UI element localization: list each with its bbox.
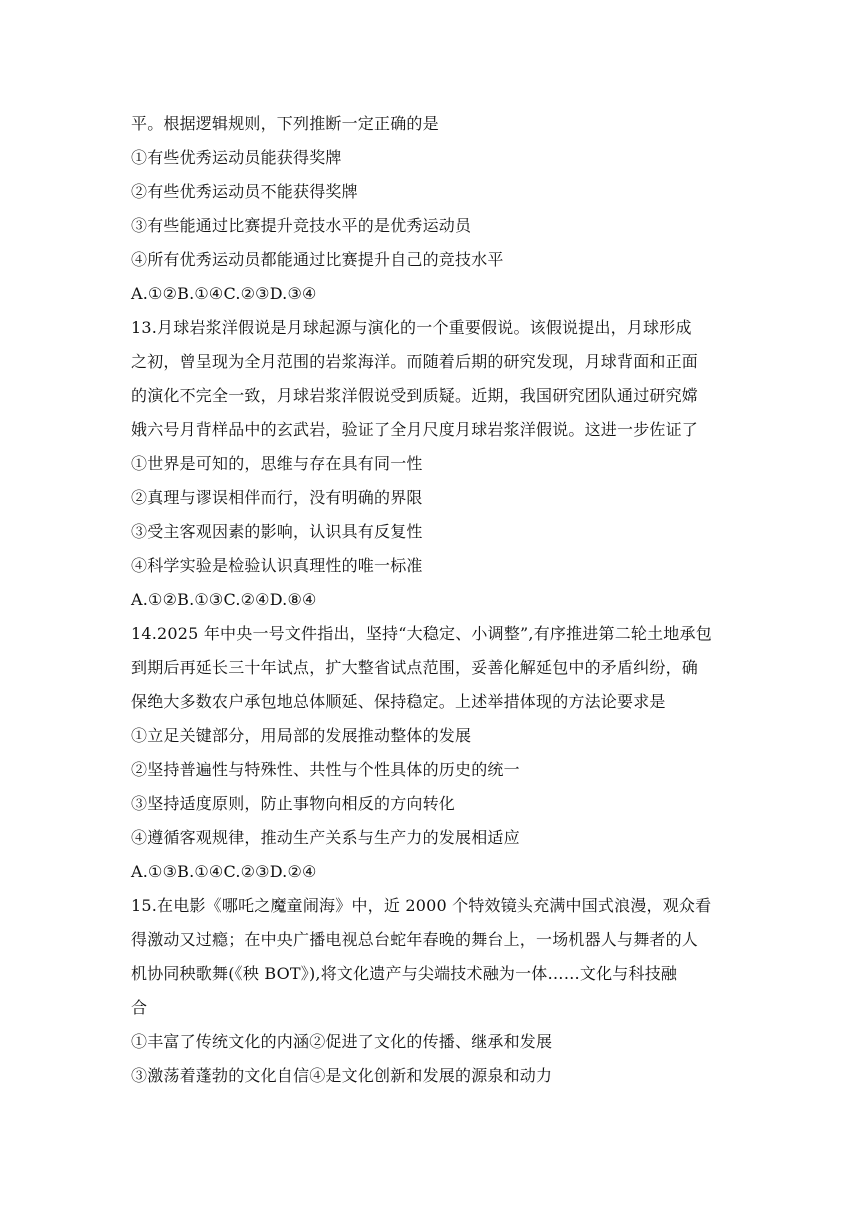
text-line: ③受主客观因素的影响，认识具有反复性 [131, 522, 423, 541]
text-line: 得激动又过瘾；在中央广播电视总台蛇年春晚的舞台上，一场机器人与舞者的人 [131, 930, 699, 949]
document-text [131, 107, 731, 1093]
text-line: ③激荡着蓬勃的文化自信④是文化创新和发展的源泉和动力 [131, 1066, 553, 1085]
text-line: ④遵循客观规律，推动生产关系与生产力的发展相适应 [131, 828, 520, 847]
text-line: 平。根据逻辑规则，下列推断一定正确的是 [131, 114, 439, 133]
text-line: ②有些优秀运动员不能获得奖牌 [131, 182, 358, 201]
text-line: ①世界是可知的，思维与存在具有同一性 [131, 454, 423, 473]
text-line: 13.月球岩浆洋假说是月球起源与演化的一个重要假说。该假说提出，月球形成 [131, 318, 692, 337]
text-line: ②坚持普遍性与特殊性、共性与个性具体的历史的统一 [131, 760, 520, 779]
text-line: ①有些优秀运动员能获得奖牌 [131, 148, 342, 167]
text-line: 保绝大多数农户承包地总体顺延、保持稳定。上述举措体现的方法论要求是 [131, 692, 666, 711]
text-line: ④科学实验是检验认识真理性的唯一标准 [131, 556, 423, 575]
text-line: ③有些能通过比赛提升竞技水平的是优秀运动员 [131, 216, 472, 235]
text-line: 14.2025 年中央一号文件指出，坚持“大稳定、小调整”,有序推进第二轮土地承包 [131, 624, 712, 643]
text-line: A.①②B.①③C.②④D.⑧④ [131, 590, 317, 609]
text-line: ③坚持适度原则，防止事物向相反的方向转化 [131, 794, 456, 813]
text-line: ①立足关键部分，用局部的发展推动整体的发展 [131, 726, 472, 745]
text-line: 机协同秧歌舞(《秧 BOT》),将文化遗产与尖端技术融为一体……文化与科技融 [131, 964, 678, 983]
text-line: 的演化不完全一致，月球岩浆洋假说受到质疑。近期，我国研究团队通过研究嫦 [131, 386, 699, 405]
text-line: 娥六号月背样品中的玄武岩，验证了全月尺度月球岩浆洋假说。这进一步佐证了 [131, 420, 699, 439]
text-line: 之初，曾呈现为全月范围的岩浆海洋。而随着后期的研究发现，月球背面和正面 [131, 352, 699, 371]
text-line: A.①③B.①④C.②③D.②④ [131, 862, 317, 881]
text-line: ①丰富了传统文化的内涵②促进了文化的传播、继承和发展 [131, 1032, 553, 1051]
text-line: A.①②B.①④C.②③D.③④ [131, 284, 317, 303]
text-line: ②真理与谬误相伴而行，没有明确的界限 [131, 488, 423, 507]
text-line: 到期后再延长三十年试点，扩大整省试点范围，妥善化解延包中的矛盾纠纷，确 [131, 658, 699, 677]
text-line: ④所有优秀运动员都能通过比赛提升自己的竞技水平 [131, 250, 504, 269]
text-line: 合 [131, 998, 148, 1017]
text-line: 15.在电影《哪吒之魔童闹海》中，近 2000 个特效镜头充满中国式浪漫，观众看 [131, 896, 712, 915]
